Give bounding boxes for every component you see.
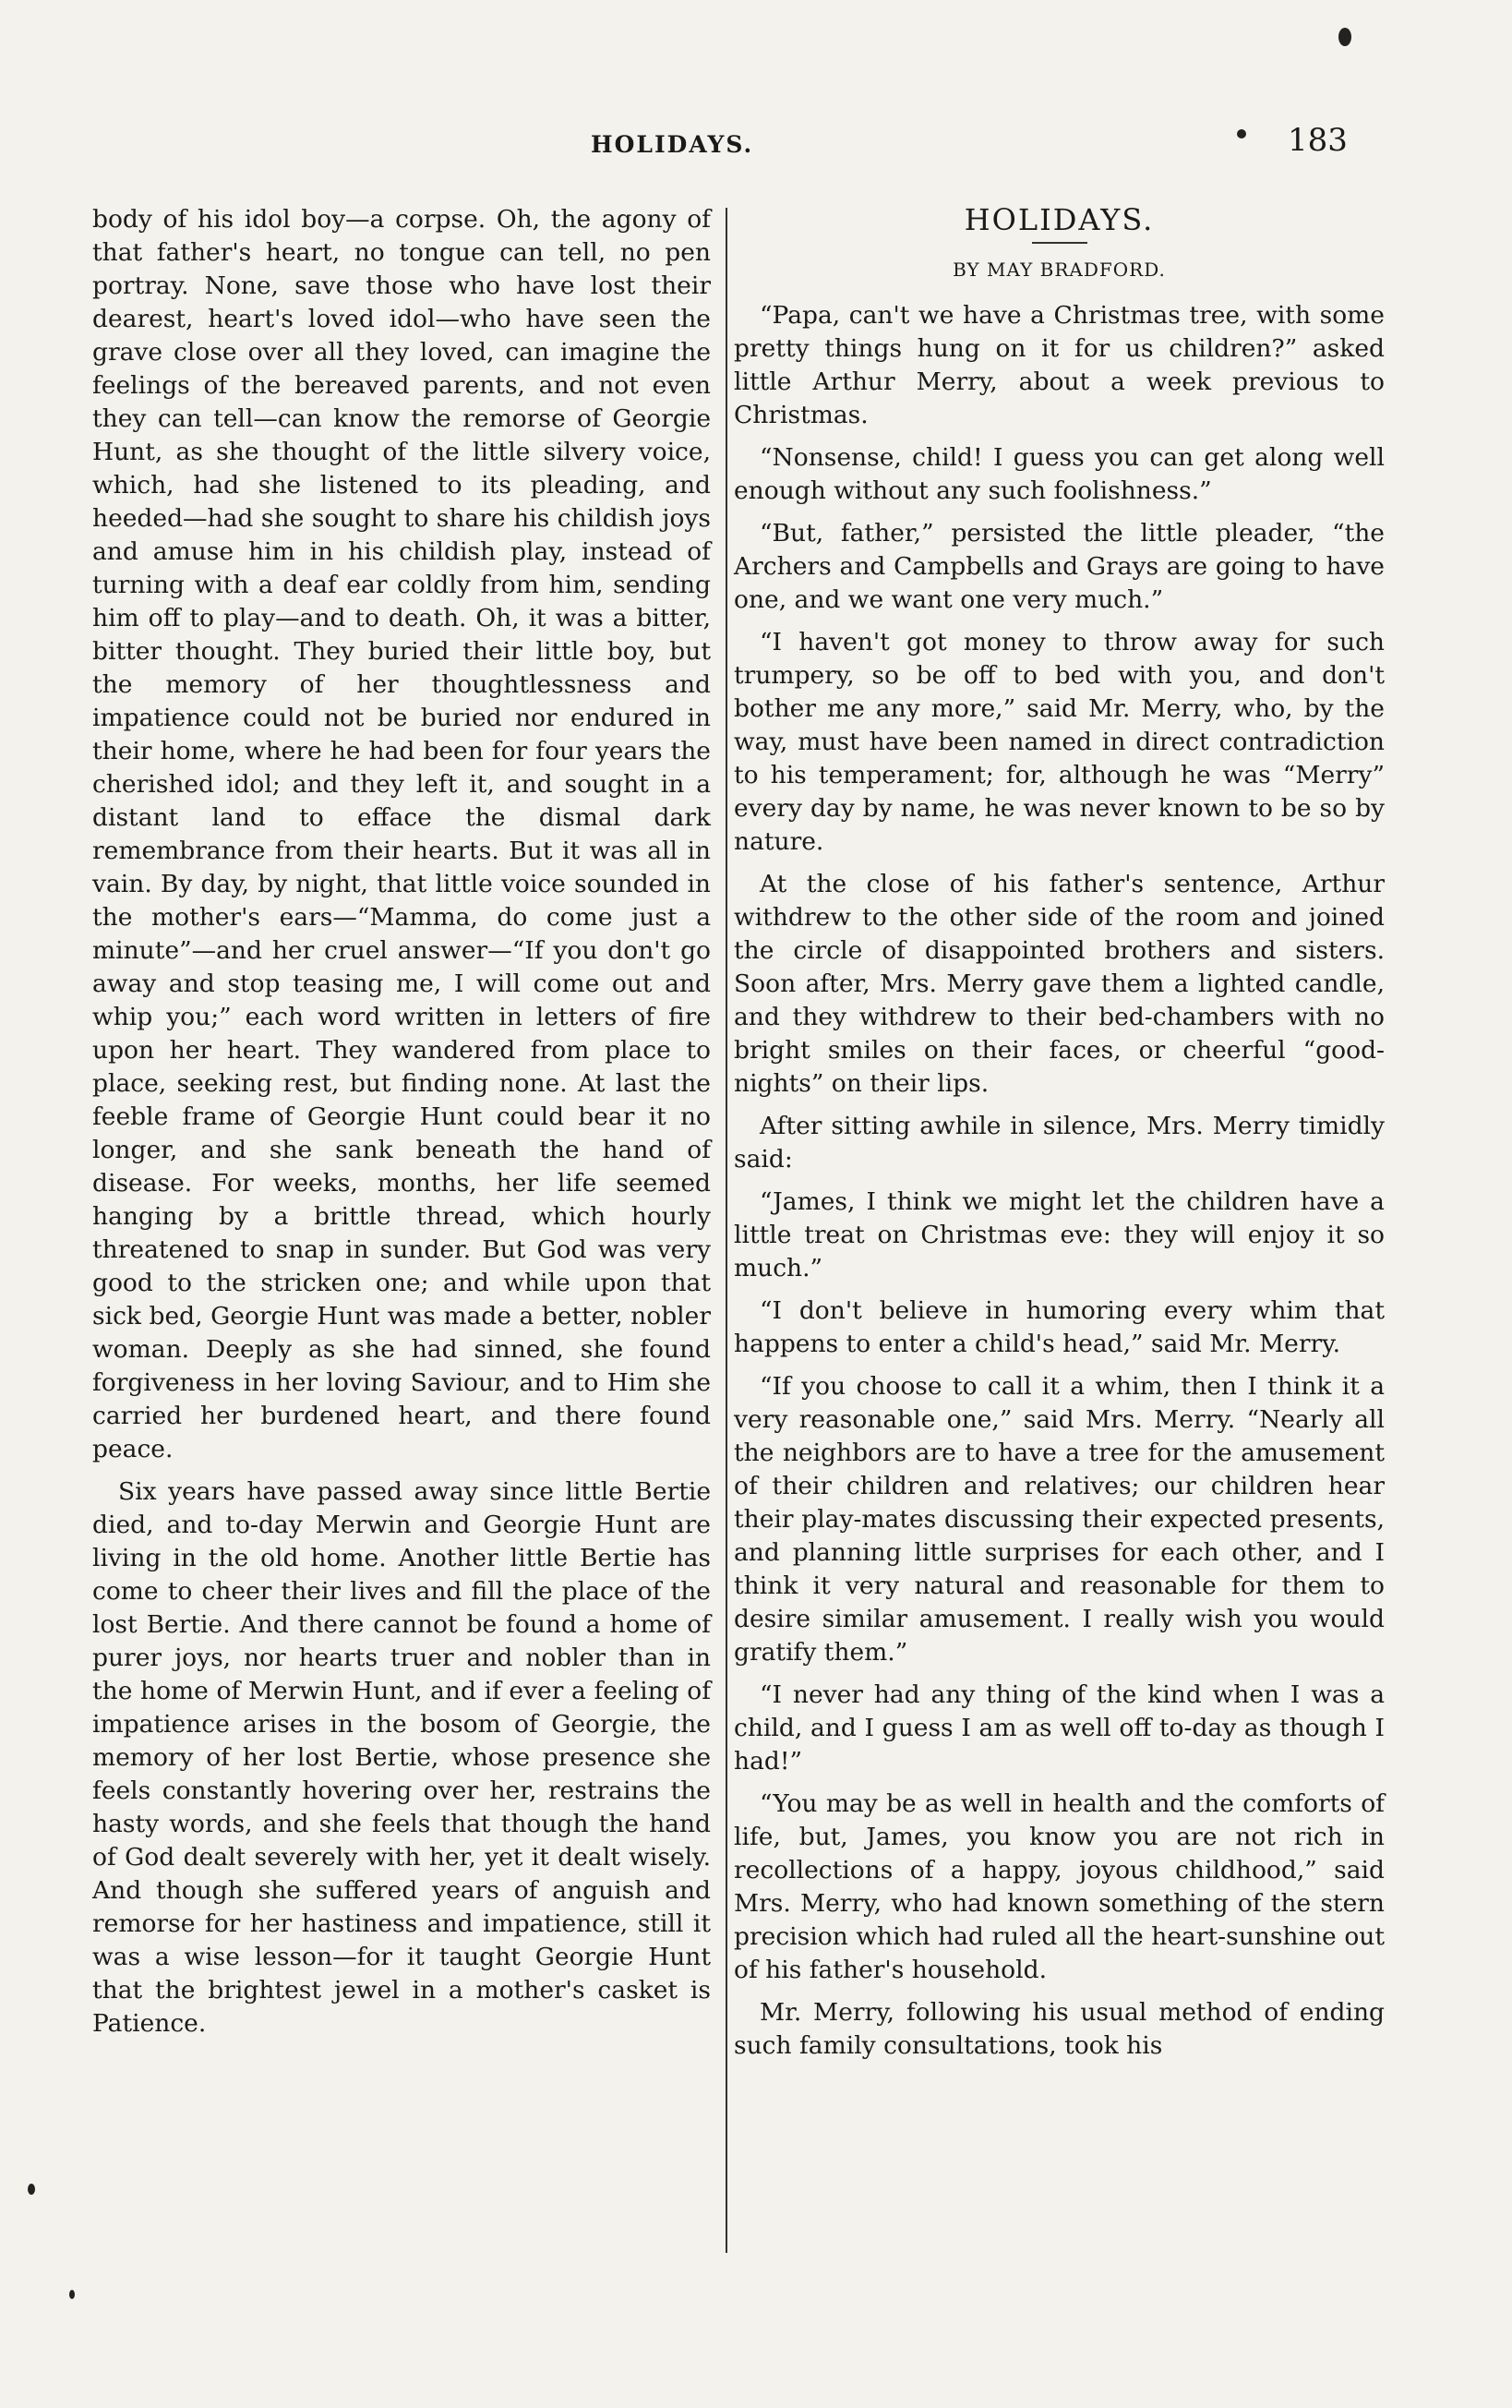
right-paragraph-11: “You may be as well in health and the comforts of life, but, James, you know you are not rich in recollections of a happy, joyous childhood,” said Mrs. Merry, who had known something of the stern precision which had ruled all the heart-sunshine out of his father's household. <box>734 1789 1385 1984</box>
right-paragraph-4: “I haven't got money to throw away for such trumpery, so be off to bed with you, and don't bother me any more,” said Mr. Merry, who, by the way, must have been named in direct contradiction to his temperament; for, although he was “Merry” every day by name, he was never known to be so by nature. <box>734 628 1385 856</box>
right-paragraph-8: “I don't believe in humoring every whim that happens to enter a child's head,” said Mr. Merry. <box>734 1296 1385 1358</box>
right-paragraph-3: “But, father,” persisted the little pleader, “the Archers and Campbells and Grays are going to have one, and we want one very much.” <box>734 519 1385 614</box>
ink-speck <box>1237 129 1246 138</box>
article-title: HOLIDAYS. <box>964 202 1155 237</box>
page-number: 183 <box>1288 122 1348 159</box>
right-paragraph-10: “I never had any thing of the kind when I was a child, and I guess I am as well off to-day as though I had!” <box>734 1680 1385 1776</box>
left-paragraph-1: body of his idol boy—a corpse. Oh, the agony of that father's heart, no tongue can tell, no pen portray. None, save those who have lost their dearest, heart's loved idol—who have seen the grave close over all they loved, can imagine the feelings of the bereaved parents, and not even they can tell—can know the remorse of Georgie Hunt, as she thought of the little silvery voice, which, had she listened to its pleading, and heeded—had she sought to share his childish joys and amuse him in his childish play, instead of turning with a deaf ear coldly from him, sending him off to play—and to death. Oh, it was a bitter, bitter thought. They buried their little boy, but the memory of her thoughtlessness and impatience could not be buried nor endured in their home, where he had been for four years the cherished idol; and they left it, and sought in a distant land to efface the dismal dark remembrance from their hearts. But it was all in vain. By day, by night, that little voice sounded in the mother's ears—“Mamma, do come just a minute”—and her cruel answer—“If you don't go away and stop teasing me, I will come out and whip you;” each word written in letters of fire upon her heart. They wandered from place to place, seeking rest, but finding none. At last the feeble frame of Georgie Hunt could bear it no longer, and she sank beneath the hand of disease. For weeks, months, her life seemed hanging by a brittle thread, which hourly threatened to snap in sunder. But God was very good to the stricken one; and while upon that sick bed, Georgie Hunt was made a better, nobler woman. Deeply as she had sinned, she found forgiveness in her loving Saviour, and to Him she carried her burdened heart, and there found peace. <box>92 205 711 1463</box>
column-divider <box>726 208 727 2253</box>
left-column <box>92 203 711 2050</box>
left-paragraph-2: Six years have passed away since little Bertie died, and to-day Merwin and Georgie Hunt are living in the old home. Another little Bertie has come to cheer their lives and fill the place of the lost Bertie. And there cannot be found a home of purer joys, nor hearts truer and nobler than in the home of Merwin Hunt, and if ever a feeling of impatience arises in the bosom of Georgie, the memory of her lost Bertie, whose presence she feels constantly hovering over her, restrains the hasty words, and she feels that though the hand of God dealt severely with her, yet it dealt wisely. And though she suffered years of anguish and remorse for her hastiness and impatience, still it was a wise lesson—for it taught Georgie Hunt that the brightest jewel in a mother's casket is Patience. <box>92 1477 711 2038</box>
right-paragraph-6: After sitting awhile in silence, Mrs. Merry timidly said: <box>734 1112 1385 1174</box>
right-column <box>734 203 1385 2072</box>
right-paragraph-5: At the close of his father's sentence, Arthur withdrew to the other side of the room and joined the circle of disappointed brothers and sisters. Soon after, Mrs. Merry gave them a lighted candle, and they withdrew to their bed-chambers with no bright smiles on their faces, or cheerful “good-nights” on their lips. <box>734 870 1385 1098</box>
byline: BY MAY BRADFORD. <box>953 259 1166 281</box>
ink-speck <box>1338 28 1351 46</box>
right-paragraph-7: “James, I think we might let the children have a little treat on Christmas eve: they will enjoy it so much.” <box>734 1187 1385 1282</box>
right-paragraph-2: “Nonsense, child! I guess you can get along well enough without any such foolishness.” <box>734 443 1385 505</box>
ink-speck <box>28 2184 35 2195</box>
ink-speck <box>69 2290 75 2299</box>
running-head: HOLIDAYS. <box>591 131 754 158</box>
right-paragraph-12: Mr. Merry, following his usual method of ending such family consultations, took his <box>734 1998 1385 2060</box>
right-paragraph-9: “If you choose to call it a whim, then I think it a very reasonable one,” said Mrs. Merry. “Nearly all the neighbors are to have a tree for the amusement of their children and relatives; our children hear their play-mates discussing their expected presents, and planning little surprises for each other, and I think it very natural and reasonable for them to desire similar amusement. I really wish you would gratify them.” <box>734 1372 1385 1667</box>
title-rule <box>1032 242 1087 244</box>
right-paragraph-1: “Papa, can't we have a Christmas tree, with some pretty things hung on it for us children?” asked little Arthur Merry, about a week previous to Christmas. <box>734 301 1385 429</box>
